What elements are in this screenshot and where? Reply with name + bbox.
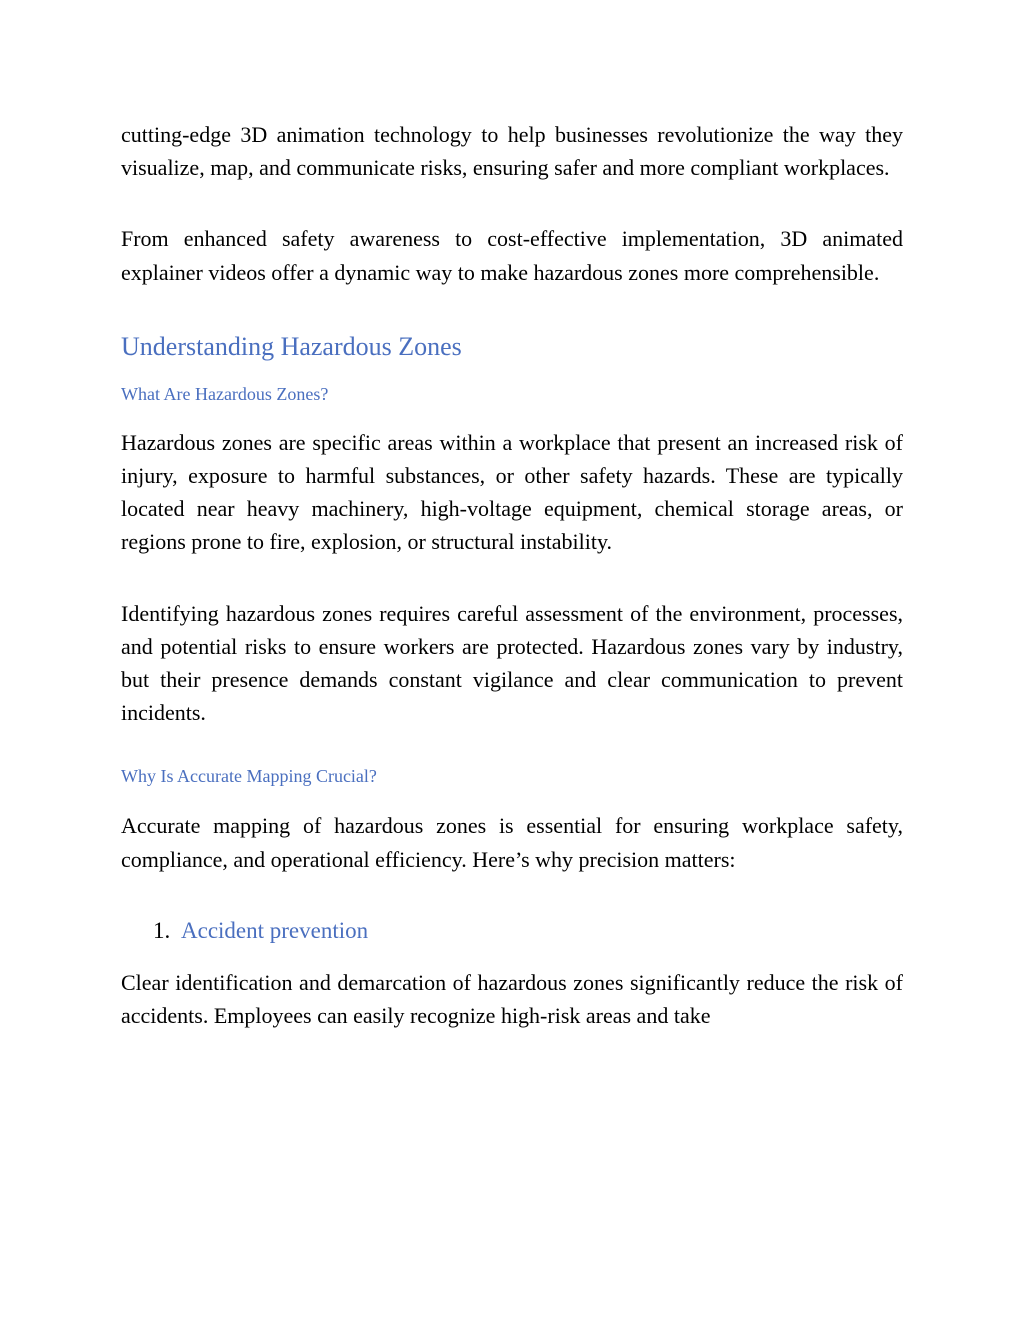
list-item [153, 914, 903, 948]
section-heading: Understanding Hazardous Zones [121, 331, 462, 361]
paragraph-mapping-intro: Accurate mapping of hazardous zones is essential for ensuring workplace safety, compliance, and operational efficiency. Here’s why precision matters: [121, 813, 903, 872]
subheading-what-are-hazardous-zones: What Are Hazardous Zones? [121, 383, 329, 404]
paragraph-intro-continued: cutting-edge 3D animation technology to help businesses revolutionize the way they visualize, map, and communicate risks, ensuring safer and more compliant workplaces. [121, 122, 903, 181]
document-page [121, 118, 903, 1032]
list-item-number: 1. [153, 917, 171, 943]
spacer [121, 559, 903, 597]
paragraph-accident-prevention: Clear identification and demarcation of hazardous zones significantly reduce the risk of accidents. Employees can easily recognize high-risk areas and take [121, 969, 903, 1029]
paragraph-identification: Identifying hazardous zones requires careful assessment of the environment, processes, and potential risks to ensure workers are protected. Hazardous zones vary by industry, but their presence demands constant vigilance and clear communication to prevent incidents. [121, 600, 903, 726]
paragraph-intro-benefits: From enhanced safety awareness to cost-effective implementation, 3D animated explainer videos offer a dynamic way to make hazardous zones more comprehensible. [121, 226, 903, 285]
spacer [121, 184, 903, 222]
list-item-label: Accident prevention [181, 917, 369, 943]
paragraph-definition: Hazardous zones are specific areas within a workplace that present an increased risk of injury, exposure to harmful substances, or other safety hazards. These are typically located near heavy machinery, high-voltage equipment, chemical storage areas, or regions prone to fire, explosion, or structural instability. [121, 429, 903, 555]
subheading-why-mapping-crucial: Why Is Accurate Mapping Crucial? [121, 766, 377, 787]
